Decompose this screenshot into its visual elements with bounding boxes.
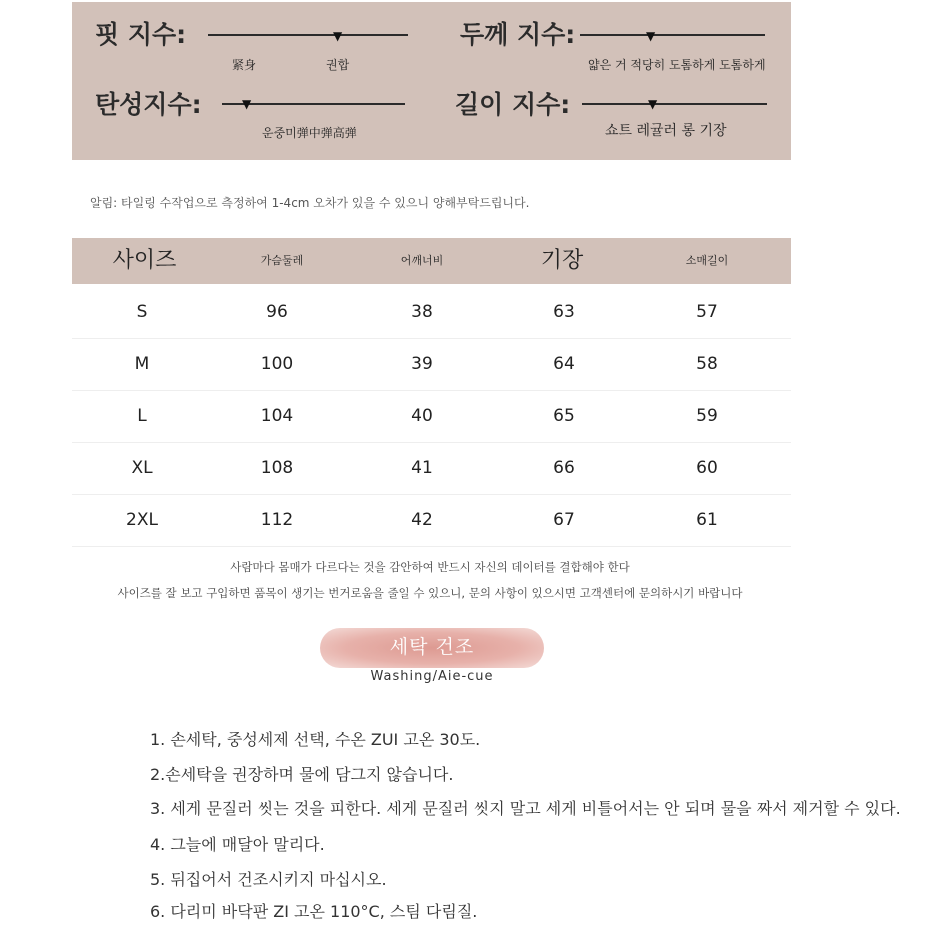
- cell-shoulder: 39: [411, 354, 433, 374]
- fit-index-marker: ▼: [333, 29, 343, 43]
- cell-shoulder: 42: [411, 510, 433, 530]
- cell-chest: 104: [260, 406, 294, 426]
- cell-size: L: [137, 406, 147, 426]
- cell-size: M: [134, 354, 150, 374]
- length-index-label: 길이 지수:: [455, 90, 571, 119]
- cell-sleeve: 61: [696, 510, 718, 530]
- cell-size: 2XL: [126, 510, 158, 530]
- header-sleeve: 소매길이: [685, 254, 729, 267]
- size-table-header: [72, 238, 791, 284]
- header-length: 기장: [540, 248, 584, 273]
- fit-index-track: [208, 34, 408, 36]
- length-index-marker: ▼: [648, 97, 658, 111]
- table-row: [72, 442, 791, 495]
- table-row: [72, 390, 791, 443]
- thickness-index-captions: 얇은 거 적당히 도톰하게 도톰하게: [588, 58, 766, 72]
- cell-sleeve: 59: [696, 406, 718, 426]
- cell-length: 65: [553, 406, 575, 426]
- cell-length: 66: [553, 458, 575, 478]
- care-instruction: 6. 다리미 바닥판 ZI 고온 110°C, 스팀 다림질.: [150, 902, 478, 921]
- cell-sleeve: 57: [696, 302, 718, 322]
- elasticity-index-marker: ▼: [242, 97, 252, 111]
- fit-index-label: 핏 지수:: [95, 20, 187, 49]
- care-instruction: 4. 그늘에 매달아 말리다.: [150, 835, 325, 854]
- table-row: [72, 338, 791, 391]
- cell-shoulder: 38: [411, 302, 433, 322]
- table-row: [72, 286, 791, 339]
- cell-shoulder: 40: [411, 406, 433, 426]
- cell-size: S: [136, 302, 148, 322]
- fit-footnote-1: 사람마다 몸매가 다르다는 것을 감안하여 반드시 자신의 데이터를 결합해야 한다: [230, 560, 630, 574]
- measurement-notice: 알림: 타일링 수작업으로 측정하여 1-4cm 오차가 있을 수 있으니 양해부탁드립니다.: [90, 196, 530, 210]
- header-shoulder: 어깨너비: [400, 254, 444, 267]
- washing-subtitle: Washing/Aie-cue: [370, 669, 494, 684]
- care-instruction: 1. 손세탁, 중성세제 선택, 수온 ZUI 고온 30도.: [150, 730, 481, 749]
- cell-size: XL: [131, 458, 153, 478]
- elasticity-index-label: 탄성지수:: [95, 90, 202, 119]
- length-index-captions: 쇼트 레귤러 롱 기장: [605, 123, 727, 139]
- care-instruction: 3. 세게 문질러 씻는 것을 피한다. 세게 문질러 씻지 말고 세게 비틀어서는 안 되며 물을 짜서 제거할 수 있다.: [150, 799, 901, 818]
- header-size: 사이즈: [112, 248, 177, 273]
- cell-sleeve: 60: [696, 458, 718, 478]
- table-row: [72, 494, 791, 547]
- fit-index-caption-mid: 권합: [326, 58, 350, 72]
- washing-title: 세탁 건조: [389, 636, 475, 658]
- cell-length: 63: [553, 302, 575, 322]
- header-chest: 가슴둘레: [260, 254, 304, 267]
- cell-length: 67: [553, 510, 575, 530]
- fit-footnote-2: 사이즈를 잘 보고 구입하면 품목이 생기는 번거로움을 줄일 수 있으니, 문의 사항이 있으시면 고객센터에 문의하시기 바랍니다: [117, 586, 743, 600]
- cell-chest: 100: [260, 354, 294, 374]
- fit-index-caption-low: 紧身: [232, 58, 257, 72]
- thickness-index-marker: ▼: [646, 29, 656, 43]
- cell-sleeve: 58: [696, 354, 718, 374]
- cell-chest: 108: [260, 458, 294, 478]
- washing-title-badge: [320, 628, 544, 668]
- cell-shoulder: 41: [411, 458, 433, 478]
- cell-chest: 112: [260, 510, 294, 530]
- cell-length: 64: [553, 354, 575, 374]
- thickness-index-track: [580, 34, 765, 36]
- thickness-index-label: 두께 지수:: [460, 20, 576, 49]
- elasticity-index-captions: 운중미弹中弹高弹: [262, 126, 357, 140]
- length-index-track: [582, 103, 767, 105]
- care-instruction: 5. 뒤집어서 건조시키지 마십시오.: [150, 870, 387, 889]
- care-instruction: 2.손세탁을 권장하며 물에 담그지 않습니다.: [150, 765, 454, 784]
- cell-chest: 96: [266, 302, 288, 322]
